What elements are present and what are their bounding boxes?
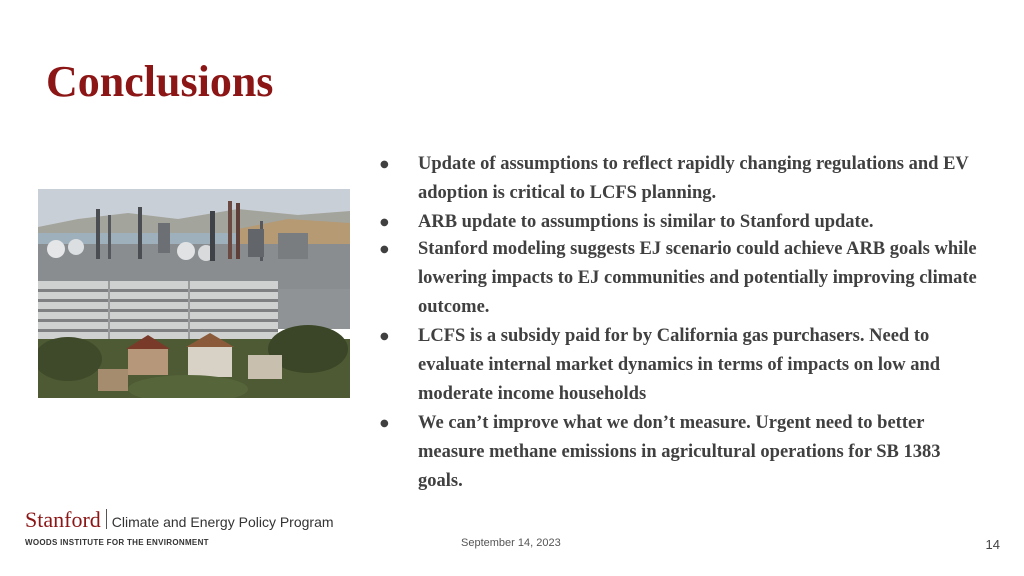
refinery-photo [38, 189, 350, 398]
slide-title: Conclusions [46, 57, 274, 106]
bullet-text: ARB update to assumptions is similar to Stanford update. [418, 212, 874, 232]
bullet-icon: ● [380, 159, 389, 170]
list-item [377, 235, 987, 322]
bullet-icon: ● [380, 217, 389, 228]
page-number: 14 [985, 537, 1000, 552]
bullet-text: Update of assumptions to reflect rapidly changing regulations and EV adoption is critical to LCFS planning. [418, 154, 969, 203]
footer-date: September 14, 2023 [461, 537, 561, 549]
stanford-logo [25, 509, 334, 547]
list-item [377, 150, 987, 208]
logo-program: Climate and Energy Policy Program [111, 514, 334, 530]
list-item [377, 409, 987, 496]
list-item [377, 322, 987, 409]
bullet-text: Stanford modeling suggests EJ scenario could achieve ARB goals while lowering impacts to EJ communities and potentially improving climate outcome. [418, 239, 977, 317]
logo-divider [106, 509, 107, 529]
bullet-icon: ● [380, 331, 389, 342]
bullet-text: LCFS is a subsidy paid for by California gas purchasers. Need to evaluate internal market dynamics in terms of impacts on low and moderate income households [418, 326, 941, 404]
bullet-icon: ● [380, 418, 389, 429]
list-item [377, 208, 987, 237]
conclusion-bullet-list [377, 150, 987, 496]
logo-institute: WOODS INSTITUTE FOR THE ENVIRONMENT [25, 538, 209, 547]
bullet-text: We can’t improve what we don’t measure. Urgent need to better measure methane emissions in agricultural operations for SB 1383 goals. [418, 413, 941, 491]
logo-brand: Stanford [25, 507, 101, 532]
bullet-icon: ● [380, 244, 389, 255]
